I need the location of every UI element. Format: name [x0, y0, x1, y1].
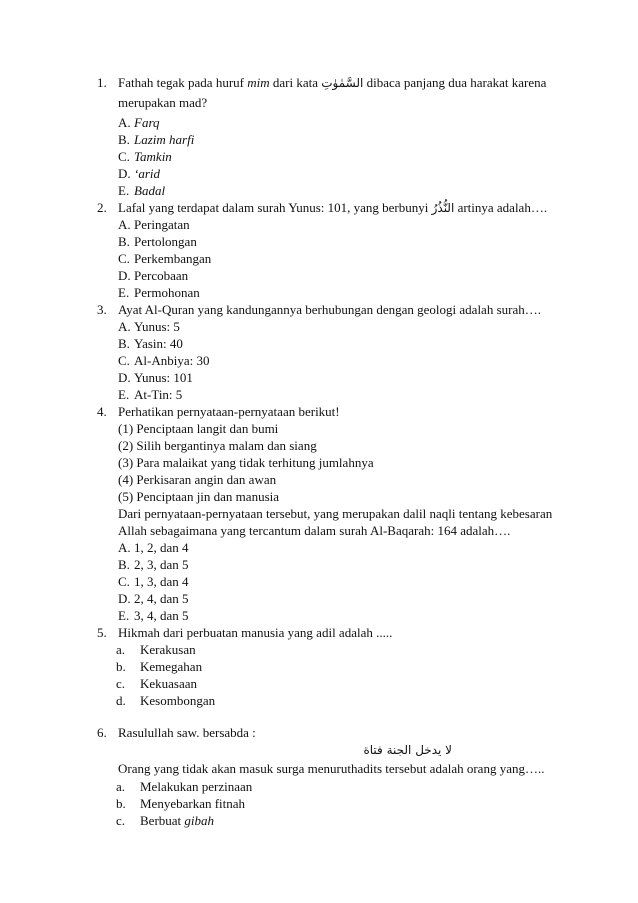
question-text: Perhatikan pernyataan-pernyataan berikut!: [118, 404, 340, 419]
question-text: Dari pernyataan-pernyataan tersebut, yang merupakan dalil naqli tentang kebesaran: [118, 506, 553, 521]
statement: (2) Silih bergantinya malam dan siang: [118, 438, 317, 453]
question-text: Hikmah dari perbuatan manusia yang adil adalah .....: [118, 625, 393, 640]
arabic-word: النُّذُرُ: [431, 201, 455, 215]
statement: (5) Penciptaan jin dan manusia: [118, 489, 280, 504]
question-text: Lafal yang terdapat dalam surah Yunus: 101, yang berbunyi النُّذُرُ artinya adalah….: [118, 200, 548, 215]
statement: (3) Para malaikat yang tidak terhitung jumlahnya: [118, 455, 374, 470]
question-text-cont: merupakan mad?: [118, 95, 208, 110]
question-number: 3.: [97, 302, 107, 317]
question-text: Rasulullah saw. bersabda :: [118, 725, 256, 740]
question-text-cont: Allah sebagaimana yang tercantum dalam surah Al-Baqarah: 164 adalah….: [118, 523, 511, 538]
question-text: Orang yang tidak akan masuk surga menuruthadits tersebut adalah orang yang…..: [118, 761, 545, 776]
arabic-word: السَّمٰوٰتِ: [321, 76, 364, 90]
question-number: 2.: [97, 200, 107, 215]
question-text: Ayat Al-Quran yang kandungannya berhubungan dengan geologi adalah surah….: [118, 302, 541, 317]
question-number: 5.: [97, 625, 107, 640]
statement: (1) Penciptaan langit dan bumi: [118, 421, 279, 436]
question-number: 6.: [97, 725, 107, 740]
exam-page: 1. Fathah tegak pada huruf mim dari kata السَّمٰوٰتِ dibaca panjang dua harakat karena merupakan mad? A. Farq B. Lazim harfi C. Tamkin D. ‘arid E. Badal 2. Lafal yang terdapat dalam surah Yunus: 101, yang berbunyi النُّذُرُ artinya adalah…. A. Peringatan B. Pertolongan C. Perkembangan D. Percobaan E. Permohonan 3. Ayat Al-Quran yang kandungannya berhubungan dengan geologi adalah surah…. A. Yunus: 5 B. Yasin: 40 C. Al-Anbiya: 30 D. Yunus: 101 E. At-Tin: 5 4. Perhatikan pernyataan-pernyataan berikut! (1) Penciptaan langit dan bumi (2) Silih bergantinya malam dan siang (3) Para malaikat yang tidak terhitung jumlahnya (4) Perkisaran angin dan awan (5) Penciptaan jin dan manusia Dari pernyataan-pernyataan tersebut, yang merupakan dalil naqli tentang kebesaran Allah sebagaimana yang tercantum dalam surah Al-Baqarah: 164 adalah…. A. 1, 2, dan 4 B. 2, 3, dan 5 C. 1, 3, dan 4 D. 2, 4, dan 5 E. 3, 4, dan 5 5. Hikmah dari perbuatan manusia yang adil adalah ..... a. Kerakusan b. Kemegahan c. Kekuasaan d. Kesombongan 6. Rasulullah saw. bersabda : لا يدخل الجنة فتاة Orang yang tidak akan masuk surga menuruthadits tersebut adalah orang yang….. a. Melakukan perzinaan b. Menyebarkan fitnah c. Berbuat gibah: [97, 75, 553, 828]
question-text: Fathah tegak pada huruf mim dari kata السَّمٰوٰتِ dibaca panjang dua harakat karena: [118, 75, 547, 90]
arabic-hadith: لا يدخل الجنة فتاة: [363, 743, 452, 757]
statement: (4) Perkisaran angin dan awan: [118, 472, 277, 487]
question-number: 1.: [97, 75, 107, 90]
question-number: 4.: [97, 404, 107, 419]
